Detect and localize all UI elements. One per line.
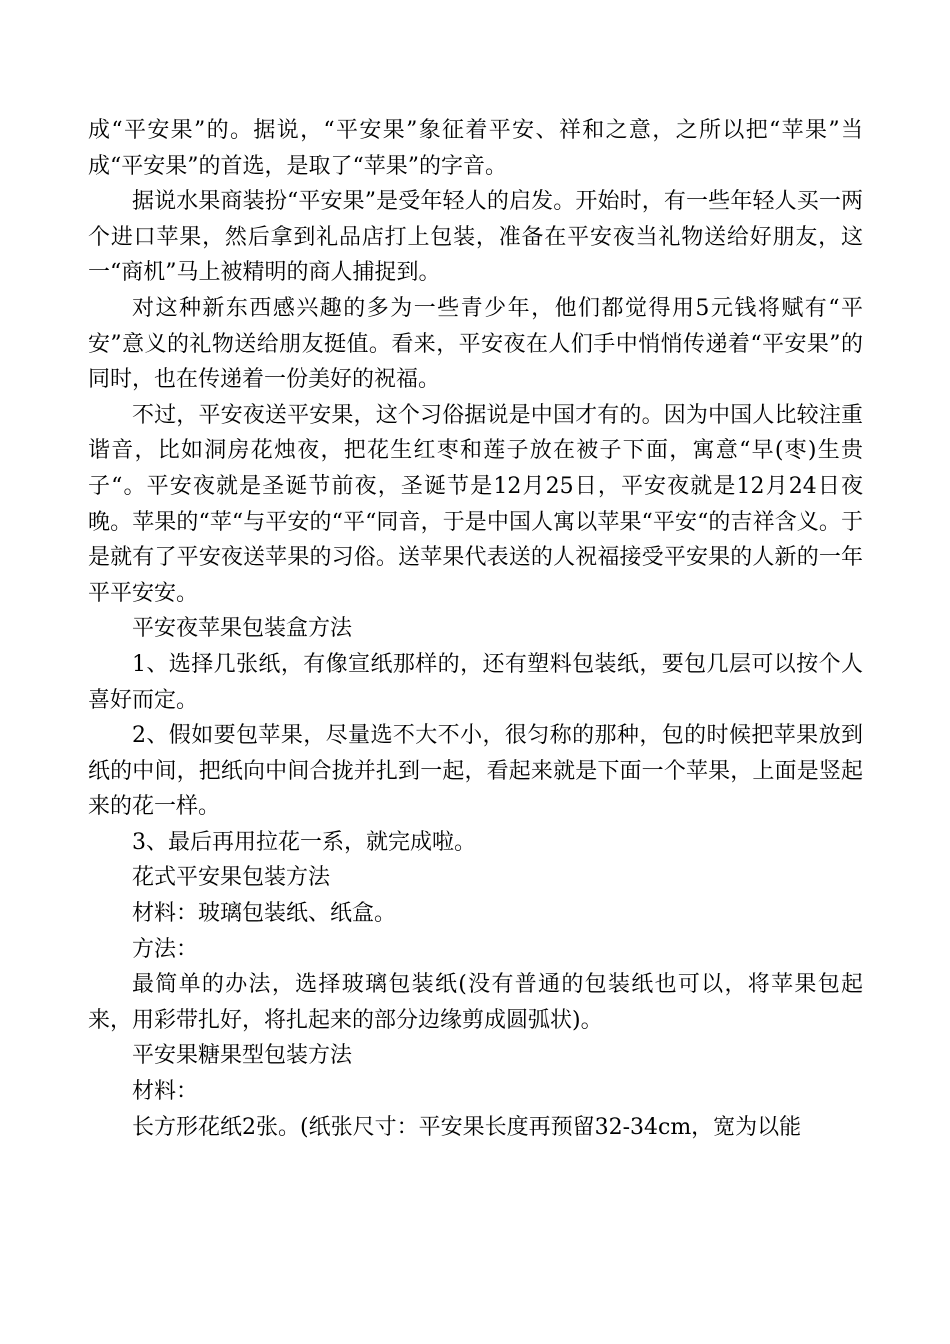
step-2: 2、假如要包苹果，尽量选不大不小，很匀称的那种，包的时候把苹果放到纸的中间，把纸向中间合拢并扎到一起，看起来就是下面一个苹果，上面是竖起来的花一样。 bbox=[88, 723, 863, 820]
paragraph-teenagers-interest: 对这种新东西感兴趣的多为一些青少年，他们都觉得用5元钱将赋有“平安”意义的礼物送给朋友挺值。看来，平安夜在人们手中悄悄传递着“平安果”的同时，也在传递着一份美好的祝福。 bbox=[88, 295, 863, 393]
paragraph-fruit-merchant-origin: 据说水果商装扮“平安果”是受年轻人的启发。开始时，有一些年轻人买一两个进口苹果，然后拿到礼品店打上包装，准备在平安夜当礼物送给好朋友，这一“商机”马上被精明的商人捕捉到。 bbox=[88, 189, 863, 286]
heading-candy-wrapping: 平安果糖果型包装方法 bbox=[132, 1043, 353, 1069]
candy-materials-label: 材料： bbox=[132, 1079, 199, 1105]
document-page bbox=[88, 113, 863, 1145]
fancy-method-label: 方法： bbox=[132, 936, 199, 962]
heading-gift-box-method: 平安夜苹果包装盒方法 bbox=[132, 616, 353, 642]
step-3: 3、最后再用拉花一系，就完成啦。 bbox=[132, 829, 476, 855]
step-1: 1、选择几张纸，有像宣纸那样的，还有塑料包装纸，要包几层可以按个人喜好而定。 bbox=[88, 651, 863, 713]
candy-materials-text: 长方形花纸2张。(纸张尺寸：平安果长度再预留32-34cm，宽为以能 bbox=[132, 1114, 802, 1140]
paragraph-chinese-custom: 不过，平安夜送平安果，这个习俗据说是中国才有的。因为中国人比较注重谐音，比如洞房花烛夜，把花生红枣和莲子放在被子下面，寓意“早(枣)生贵子“。平安夜就是圣诞节前夜，圣诞节是12月25日，平安夜就是12月24日夜晚。苹果的“苹“与平安的“平“同音，于是中国人寓以苹果“平安“的吉祥含义。于是就有了平安夜送苹果的习俗。送苹果代表送的人祝福接受平安果的人新的一年平平安安。 bbox=[88, 402, 863, 606]
fancy-materials: 材料：玻璃包装纸、纸盒。 bbox=[132, 901, 397, 927]
heading-fancy-wrapping: 花式平安果包装方法 bbox=[132, 865, 331, 891]
fancy-method-text: 最简单的办法，选择玻璃包装纸(没有普通的包装纸也可以，将苹果包起来，用彩带扎好，将扎起来的部分边缘剪成圆弧状)。 bbox=[88, 972, 863, 1033]
paragraph-ping-an-guo-meaning: 成“平安果”的。据说，“平安果”象征着平安、祥和之意，之所以把“苹果”当成“平安果”的首选，是取了“苹果”的字音。 bbox=[88, 118, 863, 179]
